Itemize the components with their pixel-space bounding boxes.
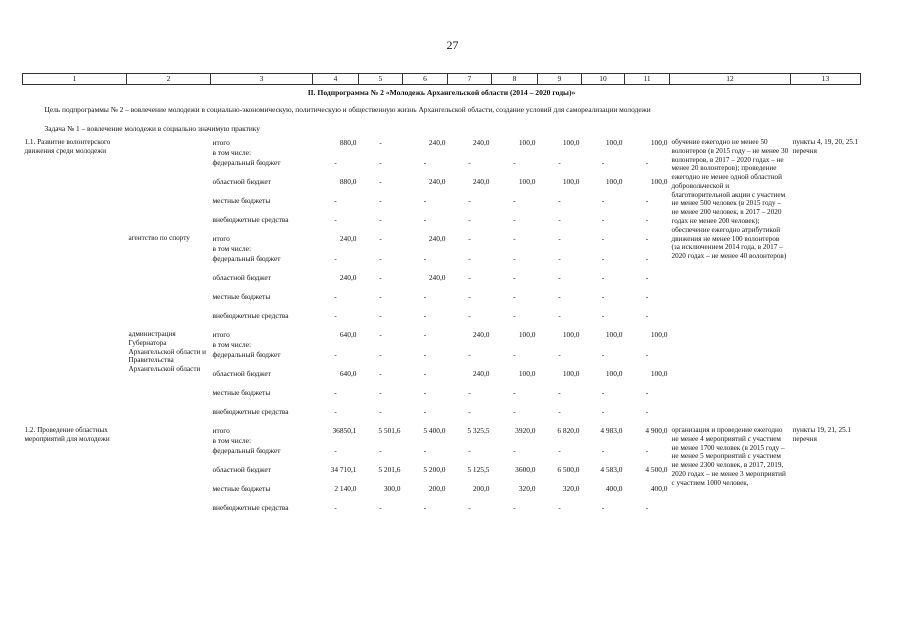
funding-source-label: местные бюджеты (212, 388, 271, 397)
amount-cell: 400,0 (650, 484, 668, 493)
amount-cell: 240,0 (428, 177, 446, 186)
amount-cell: 2 140,0 (334, 484, 357, 493)
amount-cell (313, 340, 359, 350)
amount-cell: - (379, 350, 382, 359)
amount-cell: - (468, 196, 471, 205)
column-number-cell: 4 (313, 74, 359, 85)
amount-cell: 320,0 (562, 484, 580, 493)
amount-cell: - (468, 215, 471, 224)
funding-source-label: областной бюджет (212, 465, 271, 474)
amount-cell: - (423, 369, 427, 378)
amount-cell: - (334, 196, 337, 205)
amount-cell: - (423, 503, 427, 512)
amount-cell (313, 436, 359, 446)
funding-source-label: внебюджетные средства (212, 311, 289, 320)
amount-cell: - (558, 350, 561, 359)
amount-cell: - (423, 388, 427, 397)
amount-cell: - (423, 254, 427, 263)
list-references: пункты 4, 19, 20, 25.1 перечня (792, 138, 859, 155)
amount-cell: - (601, 311, 605, 320)
amount-cell: - (558, 388, 561, 397)
amount-cell: 5 400,0 (423, 426, 446, 435)
amount-cell: - (334, 350, 337, 359)
amount-cell: - (601, 215, 605, 224)
amount-cell (403, 436, 448, 446)
amount-cell: - (468, 254, 471, 263)
amount-cell: - (379, 215, 382, 224)
amount-cell (403, 148, 448, 158)
amount-cell: - (334, 407, 337, 416)
amount-cell: - (334, 311, 337, 320)
executor-name (127, 426, 211, 522)
amount-cell (582, 436, 625, 446)
amount-cell: 4 583,0 (600, 465, 623, 474)
column-number-row (23, 74, 861, 85)
amount-cell (492, 436, 538, 446)
funding-source-label: местные бюджеты (212, 196, 271, 205)
amount-cell: 100,0 (518, 138, 536, 147)
amount-cell: - (468, 407, 471, 416)
amount-cell: 100,0 (650, 177, 668, 186)
amount-cell: 34 710,1 (330, 465, 357, 474)
amount-cell (403, 244, 448, 254)
amount-cell: 5 125,5 (467, 465, 490, 474)
amount-cell: - (468, 388, 471, 397)
amount-cell: - (601, 503, 605, 512)
funding-source-label: областной бюджет (212, 273, 271, 282)
funding-source-label: федеральный бюджет (212, 158, 281, 167)
amount-cell: - (645, 234, 649, 243)
funding-source-label: внебюджетные средства (212, 503, 289, 512)
amount-cell: - (334, 254, 337, 263)
amount-cell (538, 148, 582, 158)
expected-results: обучение ежегодно не менее 50 волонтеров (в 2015 году – не менее 30 волонтеров, в 2017 – 2020 годах – не менее 20 волонтеров); проведение ежегодно не менее одной областной добровольческой и благотворительной акции с участием не менее 500 человек (в 2015 году – не менее 200 человек, в 2017 – 2020 годах не менее 200 человек); обеспечение ежегодно атрибутикой движения не менее 100 волонтеров (за исключением 2014 года, в 2017 – 2020 годах – не менее 40 волонтеров) (671, 138, 789, 261)
list-references: пункты 19, 21, 25.1 перечня (792, 426, 852, 443)
amount-cell: - (645, 446, 649, 455)
amount-cell: 640,0 (339, 330, 357, 339)
amount-cell: 100,0 (650, 330, 668, 339)
amount-cell (538, 436, 582, 446)
column-number-cell: 1 (23, 74, 127, 85)
amount-cell: - (423, 215, 427, 224)
amount-cell: 100,0 (518, 177, 536, 186)
amount-cell: 3920,0 (515, 426, 536, 435)
amount-cell (359, 340, 403, 350)
amount-cell (625, 244, 670, 254)
column-number-cell: 9 (538, 74, 582, 85)
amount-cell: 5 325,5 (467, 426, 490, 435)
amount-cell: - (601, 254, 605, 263)
amount-cell: - (558, 407, 561, 416)
amount-cell: - (379, 311, 382, 320)
amount-cell: - (558, 254, 561, 263)
amount-cell: - (558, 196, 561, 205)
amount-cell: 100,0 (562, 138, 580, 147)
amount-cell: - (334, 503, 337, 512)
column-number-cell: 6 (403, 74, 448, 85)
amount-cell: - (379, 446, 382, 455)
amount-cell: - (513, 273, 516, 282)
funding-source-label: в том числе: (212, 244, 252, 253)
amount-cell: 100,0 (518, 369, 536, 378)
amount-cell: 240,0 (472, 138, 490, 147)
amount-cell: - (645, 215, 649, 224)
amount-cell: - (558, 234, 561, 243)
amount-cell (403, 340, 448, 350)
amount-cell: - (334, 446, 337, 455)
amount-cell: - (645, 292, 649, 301)
amount-cell: 100,0 (605, 330, 623, 339)
amount-cell: 100,0 (518, 330, 536, 339)
amount-cell: 5 501,6 (378, 426, 401, 435)
amount-cell (448, 340, 492, 350)
amount-cell: - (645, 254, 649, 263)
amount-cell: - (601, 446, 605, 455)
amount-cell (582, 244, 625, 254)
amount-cell: 240,0 (428, 273, 446, 282)
amount-cell: 100,0 (605, 177, 623, 186)
measure-name: 1.1. Развитие волонтерского движения среди молодежи (24, 138, 111, 155)
amount-cell: - (513, 158, 516, 167)
expected-results: организация и проведение ежегодно не менее 4 мероприятий с участием не менее 1700 человек (в 2015 году – не менее 5 мероприятий с участием не менее 2300 человек, в 2017, 2019, 2020 годах – не менее 3 мероприятий с участием 1000 человек, (671, 426, 786, 487)
amount-cell (313, 244, 359, 254)
amount-cell (359, 148, 403, 158)
funding-source-label: федеральный бюджет (212, 350, 281, 359)
amount-cell: 240,0 (339, 234, 357, 243)
amount-cell: 400,0 (605, 484, 623, 493)
amount-cell: - (468, 234, 471, 243)
amount-cell: - (513, 234, 516, 243)
page-number: 27 (446, 38, 459, 52)
amount-cell: 4 500,0 (645, 465, 668, 474)
amount-cell: - (558, 158, 561, 167)
amount-cell: - (468, 311, 471, 320)
budget-row (23, 426, 861, 436)
amount-cell: - (558, 311, 561, 320)
amount-cell: - (601, 292, 605, 301)
goal-text: Цель подпрограммы № 2 – вовлечение молодежи в социально-экономическую, политическую и общественную жизнь Архангельской области, создание условий для самореализации молодежи (44, 105, 651, 115)
amount-cell: - (601, 407, 605, 416)
amount-cell: - (334, 388, 337, 397)
amount-cell: - (468, 446, 471, 455)
subprogram-title-row (23, 85, 861, 101)
amount-cell: 880,0 (339, 177, 357, 186)
amount-cell: - (558, 446, 561, 455)
amount-cell: - (468, 273, 471, 282)
amount-cell: 100,0 (562, 177, 580, 186)
amount-cell: 100,0 (605, 138, 623, 147)
amount-cell: - (645, 350, 649, 359)
amount-cell: 240,0 (472, 177, 490, 186)
amount-cell: - (379, 407, 382, 416)
amount-cell: - (645, 158, 649, 167)
amount-cell (448, 244, 492, 254)
amount-cell: - (379, 177, 382, 186)
amount-cell: - (601, 234, 605, 243)
amount-cell (448, 148, 492, 158)
amount-cell: - (423, 350, 427, 359)
amount-cell: - (513, 503, 516, 512)
funding-source-label: внебюджетные средства (212, 215, 289, 224)
amount-cell: - (379, 292, 382, 301)
amount-cell: - (601, 196, 605, 205)
column-number-cell: 10 (582, 74, 625, 85)
amount-cell: - (645, 311, 649, 320)
funding-source-label: федеральный бюджет (212, 254, 281, 263)
amount-cell: 240,0 (472, 369, 490, 378)
amount-cell: - (513, 215, 516, 224)
amount-cell: 100,0 (562, 369, 580, 378)
amount-cell (582, 340, 625, 350)
amount-cell (625, 148, 670, 158)
amount-cell: 4 900,0 (645, 426, 668, 435)
amount-cell: - (334, 292, 337, 301)
funding-source-label: местные бюджеты (212, 484, 271, 493)
amount-cell: - (513, 254, 516, 263)
task-row (23, 120, 861, 138)
amount-cell: - (423, 311, 427, 320)
funding-source-label: местные бюджеты (212, 292, 271, 301)
amount-cell: 3600,0 (515, 465, 536, 474)
amount-cell (359, 436, 403, 446)
amount-cell: - (513, 446, 516, 455)
amount-cell: - (379, 273, 382, 282)
amount-cell: 100,0 (650, 369, 668, 378)
executor-name: агентство по спорту (128, 234, 190, 242)
funding-source-label: внебюджетные средства (212, 407, 289, 416)
amount-cell: 200,0 (428, 484, 446, 493)
amount-cell: 5 200,0 (423, 465, 446, 474)
amount-cell: - (645, 273, 649, 282)
executor-name: администрация Губернатора Архангельской области и Правительства Архангельской области (128, 330, 206, 374)
amount-cell (492, 340, 538, 350)
amount-cell: - (645, 388, 649, 397)
amount-cell: 300,0 (383, 484, 401, 493)
amount-cell: - (645, 503, 649, 512)
amount-cell (313, 148, 359, 158)
amount-cell: - (379, 196, 382, 205)
amount-cell: 240,0 (339, 273, 357, 282)
amount-cell: - (513, 292, 516, 301)
amount-cell (582, 148, 625, 158)
amount-cell: - (379, 369, 382, 378)
amount-cell: - (379, 388, 382, 397)
amount-cell: 6 820,0 (557, 426, 580, 435)
amount-cell: - (601, 350, 605, 359)
amount-cell (492, 148, 538, 158)
amount-cell: - (423, 196, 427, 205)
amount-cell: - (513, 407, 516, 416)
column-number-cell: 2 (127, 74, 211, 85)
column-number-cell: 11 (625, 74, 670, 85)
amount-cell: 100,0 (605, 369, 623, 378)
amount-cell: - (601, 388, 605, 397)
amount-cell: - (334, 215, 337, 224)
executor-name (127, 138, 211, 234)
amount-cell: - (423, 292, 427, 301)
program-table (22, 73, 861, 522)
amount-cell: 880,0 (339, 138, 357, 147)
funding-source-label: итого (212, 330, 230, 339)
funding-source-label: в том числе: (212, 340, 252, 349)
amount-cell (538, 340, 582, 350)
amount-cell: 6 500,0 (557, 465, 580, 474)
amount-cell: 240,0 (428, 138, 446, 147)
funding-source-label: областной бюджет (212, 177, 271, 186)
amount-cell: 640,0 (339, 369, 357, 378)
amount-cell: - (379, 503, 382, 512)
amount-cell: - (423, 446, 427, 455)
amount-cell: - (379, 158, 382, 167)
amount-cell: - (379, 138, 382, 147)
amount-cell: 5 201,6 (378, 465, 401, 474)
amount-cell: - (601, 273, 605, 282)
funding-source-label: в том числе: (212, 436, 252, 445)
amount-cell (625, 436, 670, 446)
funding-source-label: итого (212, 234, 230, 243)
amount-cell: - (334, 158, 337, 167)
amount-cell: - (513, 350, 516, 359)
amount-cell (625, 340, 670, 350)
amount-cell: 240,0 (428, 234, 446, 243)
amount-cell: - (468, 158, 471, 167)
amount-cell: - (601, 158, 605, 167)
column-number-cell: 8 (492, 74, 538, 85)
goal-row (23, 100, 861, 120)
amount-cell: - (379, 234, 382, 243)
amount-cell: - (468, 503, 471, 512)
subprogram-title: II. Подпрограмма № 2 «Молодежь Архангельской области (2014 – 2020 годы)» (307, 87, 576, 97)
amount-cell: - (558, 503, 561, 512)
amount-cell: - (513, 311, 516, 320)
amount-cell: - (423, 330, 427, 339)
amount-cell (492, 244, 538, 254)
funding-source-label: федеральный бюджет (212, 446, 281, 455)
amount-cell: - (558, 273, 561, 282)
amount-cell: 100,0 (562, 330, 580, 339)
task-text: Задача № 1 – вовлечение молодежи в социально значимую практику (44, 124, 260, 134)
amount-cell: - (645, 196, 649, 205)
amount-cell: 100,0 (650, 138, 668, 147)
column-number-cell: 7 (448, 74, 492, 85)
budget-row (23, 138, 861, 148)
column-number-cell: 12 (670, 74, 791, 85)
funding-source-label: итого (212, 138, 230, 147)
column-number-cell: 3 (211, 74, 313, 85)
amount-cell: 320,0 (518, 484, 536, 493)
funding-source-label: областной бюджет (212, 369, 271, 378)
column-number-cell: 13 (791, 74, 861, 85)
amount-cell: - (423, 407, 427, 416)
amount-cell (359, 244, 403, 254)
amount-cell (538, 244, 582, 254)
measure-name: 1.2. Проведение областных мероприятий для молодежи (24, 426, 110, 443)
amount-cell: 200,0 (472, 484, 490, 493)
amount-cell: - (423, 158, 427, 167)
amount-cell: - (379, 254, 382, 263)
amount-cell: - (558, 292, 561, 301)
amount-cell: - (468, 292, 471, 301)
amount-cell: - (379, 330, 382, 339)
funding-source-label: в том числе: (212, 148, 252, 157)
amount-cell: - (513, 388, 516, 397)
funding-source-label: итого (212, 426, 230, 435)
amount-cell: 240,0 (472, 330, 490, 339)
amount-cell (448, 436, 492, 446)
amount-cell: - (645, 407, 649, 416)
amount-cell: - (558, 215, 561, 224)
amount-cell: - (513, 196, 516, 205)
amount-cell: 36850,1 (332, 426, 357, 435)
amount-cell: 4 983,0 (600, 426, 623, 435)
column-number-cell: 5 (359, 74, 403, 85)
amount-cell: - (468, 350, 471, 359)
